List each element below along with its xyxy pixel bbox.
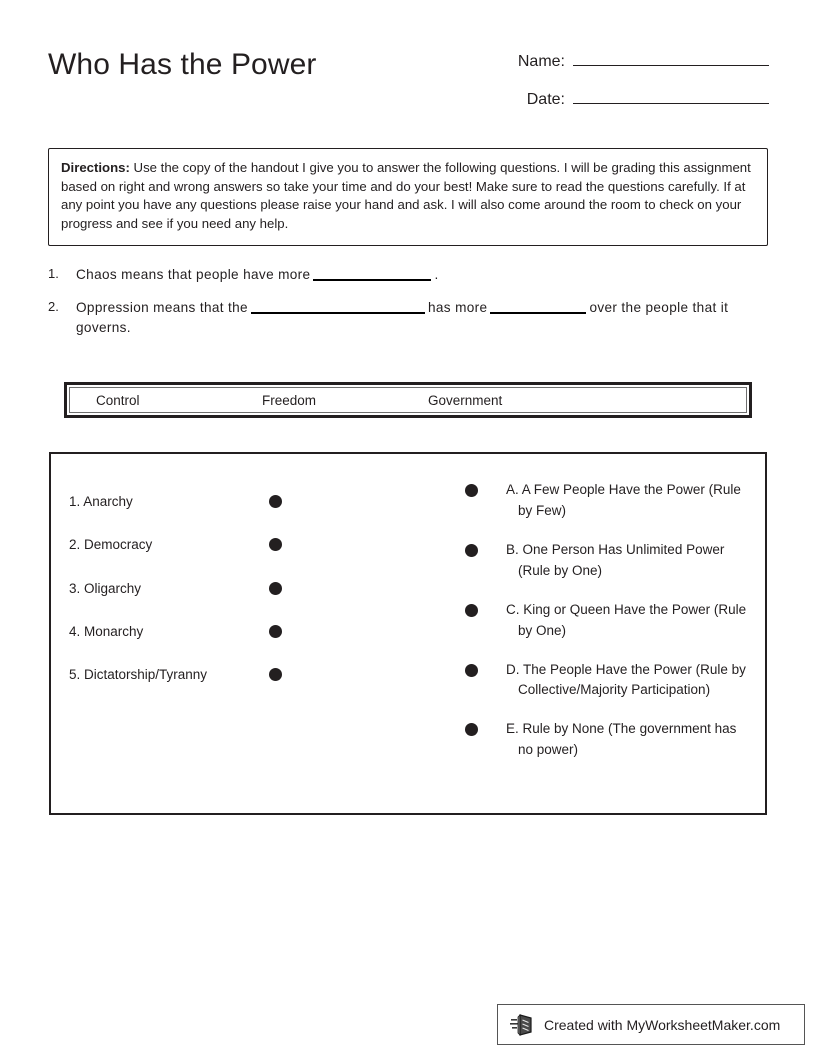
matching-right-item[interactable] bbox=[465, 540, 755, 582]
question-text-part3: over the people that it governs. bbox=[76, 300, 729, 335]
matching-right-dot-cell bbox=[465, 600, 506, 617]
matching-right-dot-cell bbox=[465, 660, 506, 677]
matching-columns bbox=[51, 454, 765, 813]
word-bank-item: Government bbox=[428, 392, 503, 408]
matching-box bbox=[49, 452, 767, 815]
answer-blank[interactable] bbox=[251, 299, 425, 314]
question-text-part2: has more bbox=[427, 300, 488, 316]
matching-left-item[interactable] bbox=[69, 653, 339, 696]
matching-right-label: B. One Person Has Unlimited Power (Rule by One) bbox=[506, 541, 725, 578]
badge-label: Created with MyWorksheetMaker.com bbox=[544, 1016, 781, 1033]
matching-right-label: D. The People Have the Power (Rule by Collective/Majority Participation) bbox=[506, 661, 746, 698]
matching-left-dot-cell bbox=[269, 668, 339, 681]
word-bank-item: Control bbox=[96, 392, 140, 408]
name-row bbox=[479, 50, 769, 88]
date-row bbox=[479, 88, 769, 126]
matching-right-item[interactable] bbox=[465, 660, 755, 702]
matching-left-column bbox=[69, 480, 339, 696]
matching-right-item[interactable] bbox=[465, 719, 755, 761]
match-dot-icon[interactable] bbox=[269, 625, 282, 638]
questions-list bbox=[48, 265, 773, 351]
directions-box bbox=[48, 148, 768, 246]
matching-left-dot-cell bbox=[269, 538, 339, 551]
directions-label: Directions: bbox=[61, 160, 130, 175]
date-label: Date: bbox=[526, 91, 565, 108]
name-input-line[interactable] bbox=[573, 50, 769, 66]
matching-right-dot-cell bbox=[465, 480, 506, 497]
question-item bbox=[48, 265, 773, 284]
date-input-line[interactable] bbox=[573, 88, 769, 104]
matching-left-item[interactable] bbox=[69, 523, 339, 566]
match-dot-icon[interactable] bbox=[269, 538, 282, 551]
question-body bbox=[76, 265, 773, 284]
matching-left-dot-cell bbox=[269, 582, 339, 595]
matching-left-label: 5. Dictatorship/Tyranny bbox=[69, 667, 208, 683]
question-body bbox=[76, 298, 773, 337]
match-dot-icon[interactable] bbox=[465, 664, 478, 677]
question-number: 2. bbox=[48, 299, 59, 315]
question-item bbox=[48, 298, 773, 337]
created-with-badge[interactable] bbox=[497, 1004, 805, 1045]
matching-left-label: 1. Anarchy bbox=[69, 494, 133, 510]
word-bank-inner bbox=[69, 387, 747, 413]
match-dot-icon[interactable] bbox=[465, 484, 478, 497]
question-number: 1. bbox=[48, 266, 59, 281]
matching-left-item[interactable] bbox=[69, 610, 339, 653]
word-bank-item: Freedom bbox=[262, 392, 317, 408]
matching-right-dot-cell bbox=[465, 540, 506, 557]
name-date-group bbox=[479, 50, 769, 126]
match-dot-icon[interactable] bbox=[465, 544, 478, 557]
answer-blank[interactable] bbox=[490, 299, 586, 314]
matching-right-label: A. A Few People Have the Power (Rule by Few) bbox=[506, 482, 741, 518]
directions-text: Use the copy of the handout I give you to answer the following questions. I will be grading this assignment based on right and wrong answers so take your time and do your best! Make sure to read the questions carefully. If at any point you have any questions please raise your hand and ask. I will also come around the room to check on your progress and see if you need any help. bbox=[61, 160, 751, 232]
matching-right-label: E. Rule by None (The government has no power) bbox=[506, 721, 737, 758]
worksheet-header bbox=[0, 0, 816, 130]
match-dot-icon[interactable] bbox=[465, 723, 478, 736]
matching-left-label: 3. Oligarchy bbox=[69, 580, 142, 596]
matching-left-dot-cell bbox=[269, 625, 339, 638]
question-text-part1: Oppression means that the bbox=[76, 300, 248, 316]
answer-blank[interactable] bbox=[313, 266, 431, 281]
match-dot-icon[interactable] bbox=[465, 604, 478, 617]
match-dot-icon[interactable] bbox=[269, 582, 282, 595]
match-dot-icon[interactable] bbox=[269, 668, 282, 681]
matching-right-dot-cell bbox=[465, 719, 506, 736]
matching-left-item[interactable] bbox=[69, 567, 339, 610]
matching-left-item[interactable] bbox=[69, 480, 339, 523]
question-text-part1: Chaos means that people have more bbox=[76, 267, 311, 282]
match-dot-icon[interactable] bbox=[269, 495, 282, 508]
worksheet-maker-logo-icon bbox=[510, 1013, 536, 1037]
matching-right-item[interactable] bbox=[465, 600, 755, 642]
matching-right-item[interactable] bbox=[465, 480, 755, 522]
word-bank-box bbox=[64, 382, 752, 418]
matching-left-label: 2. Democracy bbox=[69, 537, 153, 553]
matching-right-label: C. King or Queen Have the Power (Rule by One) bbox=[506, 601, 747, 638]
matching-right-column bbox=[465, 480, 755, 779]
name-label: Name: bbox=[517, 53, 565, 70]
matching-left-dot-cell bbox=[269, 495, 339, 508]
matching-left-label: 4. Monarchy bbox=[69, 624, 144, 640]
question-text-part2: . bbox=[434, 267, 439, 282]
page-title: Who Has the Power bbox=[48, 48, 317, 81]
